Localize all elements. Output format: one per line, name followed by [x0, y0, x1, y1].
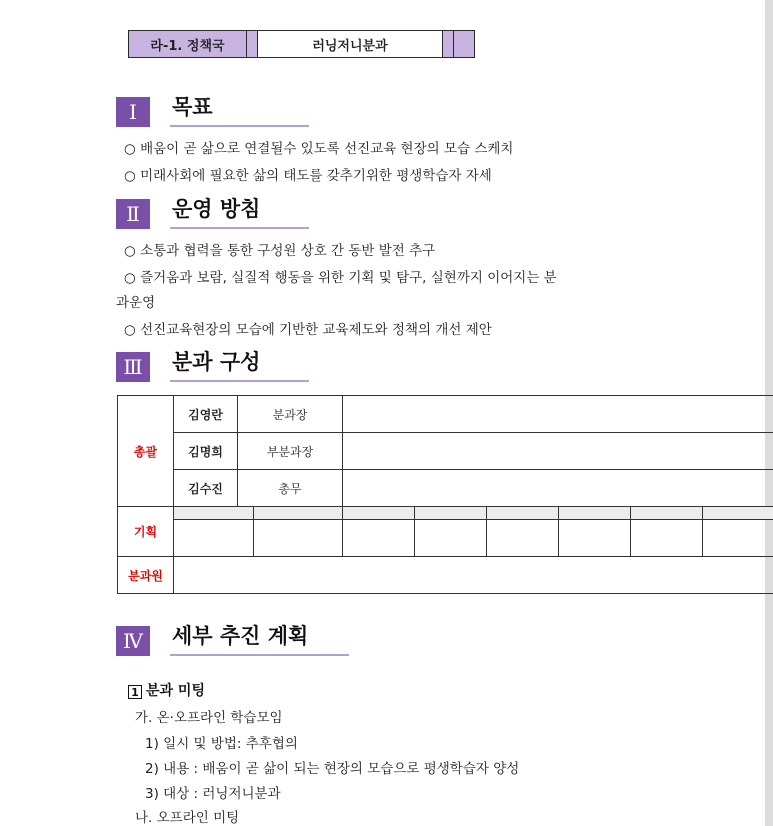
section-number: Ⅱ [116, 199, 150, 229]
plan-line: 나. 오프라인 미팅 [135, 810, 240, 826]
empty-cell [174, 557, 773, 594]
plan-line: 2) 내용 : 배움이 곧 삶이 되는 현장의 모습으로 평생학습자 양성 [145, 761, 520, 777]
header-spacer [443, 31, 454, 57]
empty-cell [174, 507, 254, 520]
empty-cell [631, 520, 703, 557]
plan-line: 가. 온·오프라인 학습모임 [135, 710, 283, 726]
plan-line: 3) 대상 : 러닝저니분과 [145, 786, 281, 802]
subtitle-number-box: 1 [128, 685, 142, 699]
section-number: Ⅳ [116, 626, 150, 656]
member-name: 김수진 [174, 470, 238, 507]
empty-cell [343, 396, 773, 433]
empty-cell [631, 507, 703, 520]
policy-item: ○ 선진교육현장의 모습에 기반한 교육제도와 정책의 개선 제안 [124, 322, 492, 338]
org-table [117, 395, 773, 594]
section-title: 분과 구성 [170, 346, 309, 382]
section-number: Ⅰ [116, 97, 150, 127]
section-title: 목표 [170, 91, 309, 127]
empty-cell [343, 507, 415, 520]
members-label: 분과원 [118, 557, 174, 594]
empty-cell [343, 470, 773, 507]
goal-item: ○ 미래사회에 필요한 삶의 태도를 갖추기위한 평생학습자 자세 [124, 168, 492, 184]
section-title: 운영 방침 [170, 193, 309, 229]
empty-cell [487, 520, 559, 557]
header-spacer [454, 31, 474, 57]
empty-cell [343, 433, 773, 470]
section-plan-heading [116, 620, 349, 656]
plan-line: 1) 일시 및 방법: 추후협의 [145, 736, 298, 752]
plan-subtitle [128, 680, 205, 700]
member-name: 김영란 [174, 396, 238, 433]
empty-cell [487, 507, 559, 520]
policy-item-continued: 과운영 [116, 295, 156, 311]
empty-cell [559, 507, 631, 520]
member-name: 김명희 [174, 433, 238, 470]
header-spacer [247, 31, 258, 57]
empty-cell [174, 520, 254, 557]
team-label: 러닝저니분과 [258, 31, 443, 57]
section-policy-heading [116, 193, 309, 229]
section-title: 세부 추진 계획 [170, 620, 349, 656]
section-number: Ⅲ [116, 352, 150, 382]
empty-cell [415, 507, 487, 520]
department-label: 라-1. 정책국 [129, 31, 247, 57]
empty-cell [703, 520, 773, 557]
member-role: 분과장 [238, 396, 343, 433]
goal-item: ○ 배움이 곧 삶으로 연결될수 있도록 선진교육 현장의 모습 스케치 [124, 141, 514, 157]
member-role: 부분과장 [238, 433, 343, 470]
empty-cell [559, 520, 631, 557]
policy-item: ○ 소통과 협력을 통한 구성원 상호 간 동반 발전 추구 [124, 243, 436, 259]
empty-cell [254, 520, 343, 557]
empty-cell [343, 520, 415, 557]
department-header [128, 30, 475, 58]
empty-cell [415, 520, 487, 557]
member-role: 총무 [238, 470, 343, 507]
section-org-heading [116, 346, 309, 382]
subtitle-text: 분과 미팅 [146, 683, 205, 699]
section-goals-heading [116, 91, 309, 127]
empty-cell [703, 507, 773, 520]
planning-label: 기획 [118, 507, 174, 557]
policy-item: ○ 즐거움과 보람, 실질적 행동을 위한 기획 및 탐구, 실현까지 이어지는 분 [124, 270, 557, 286]
general-label: 총괄 [118, 396, 174, 507]
empty-cell [254, 507, 343, 520]
